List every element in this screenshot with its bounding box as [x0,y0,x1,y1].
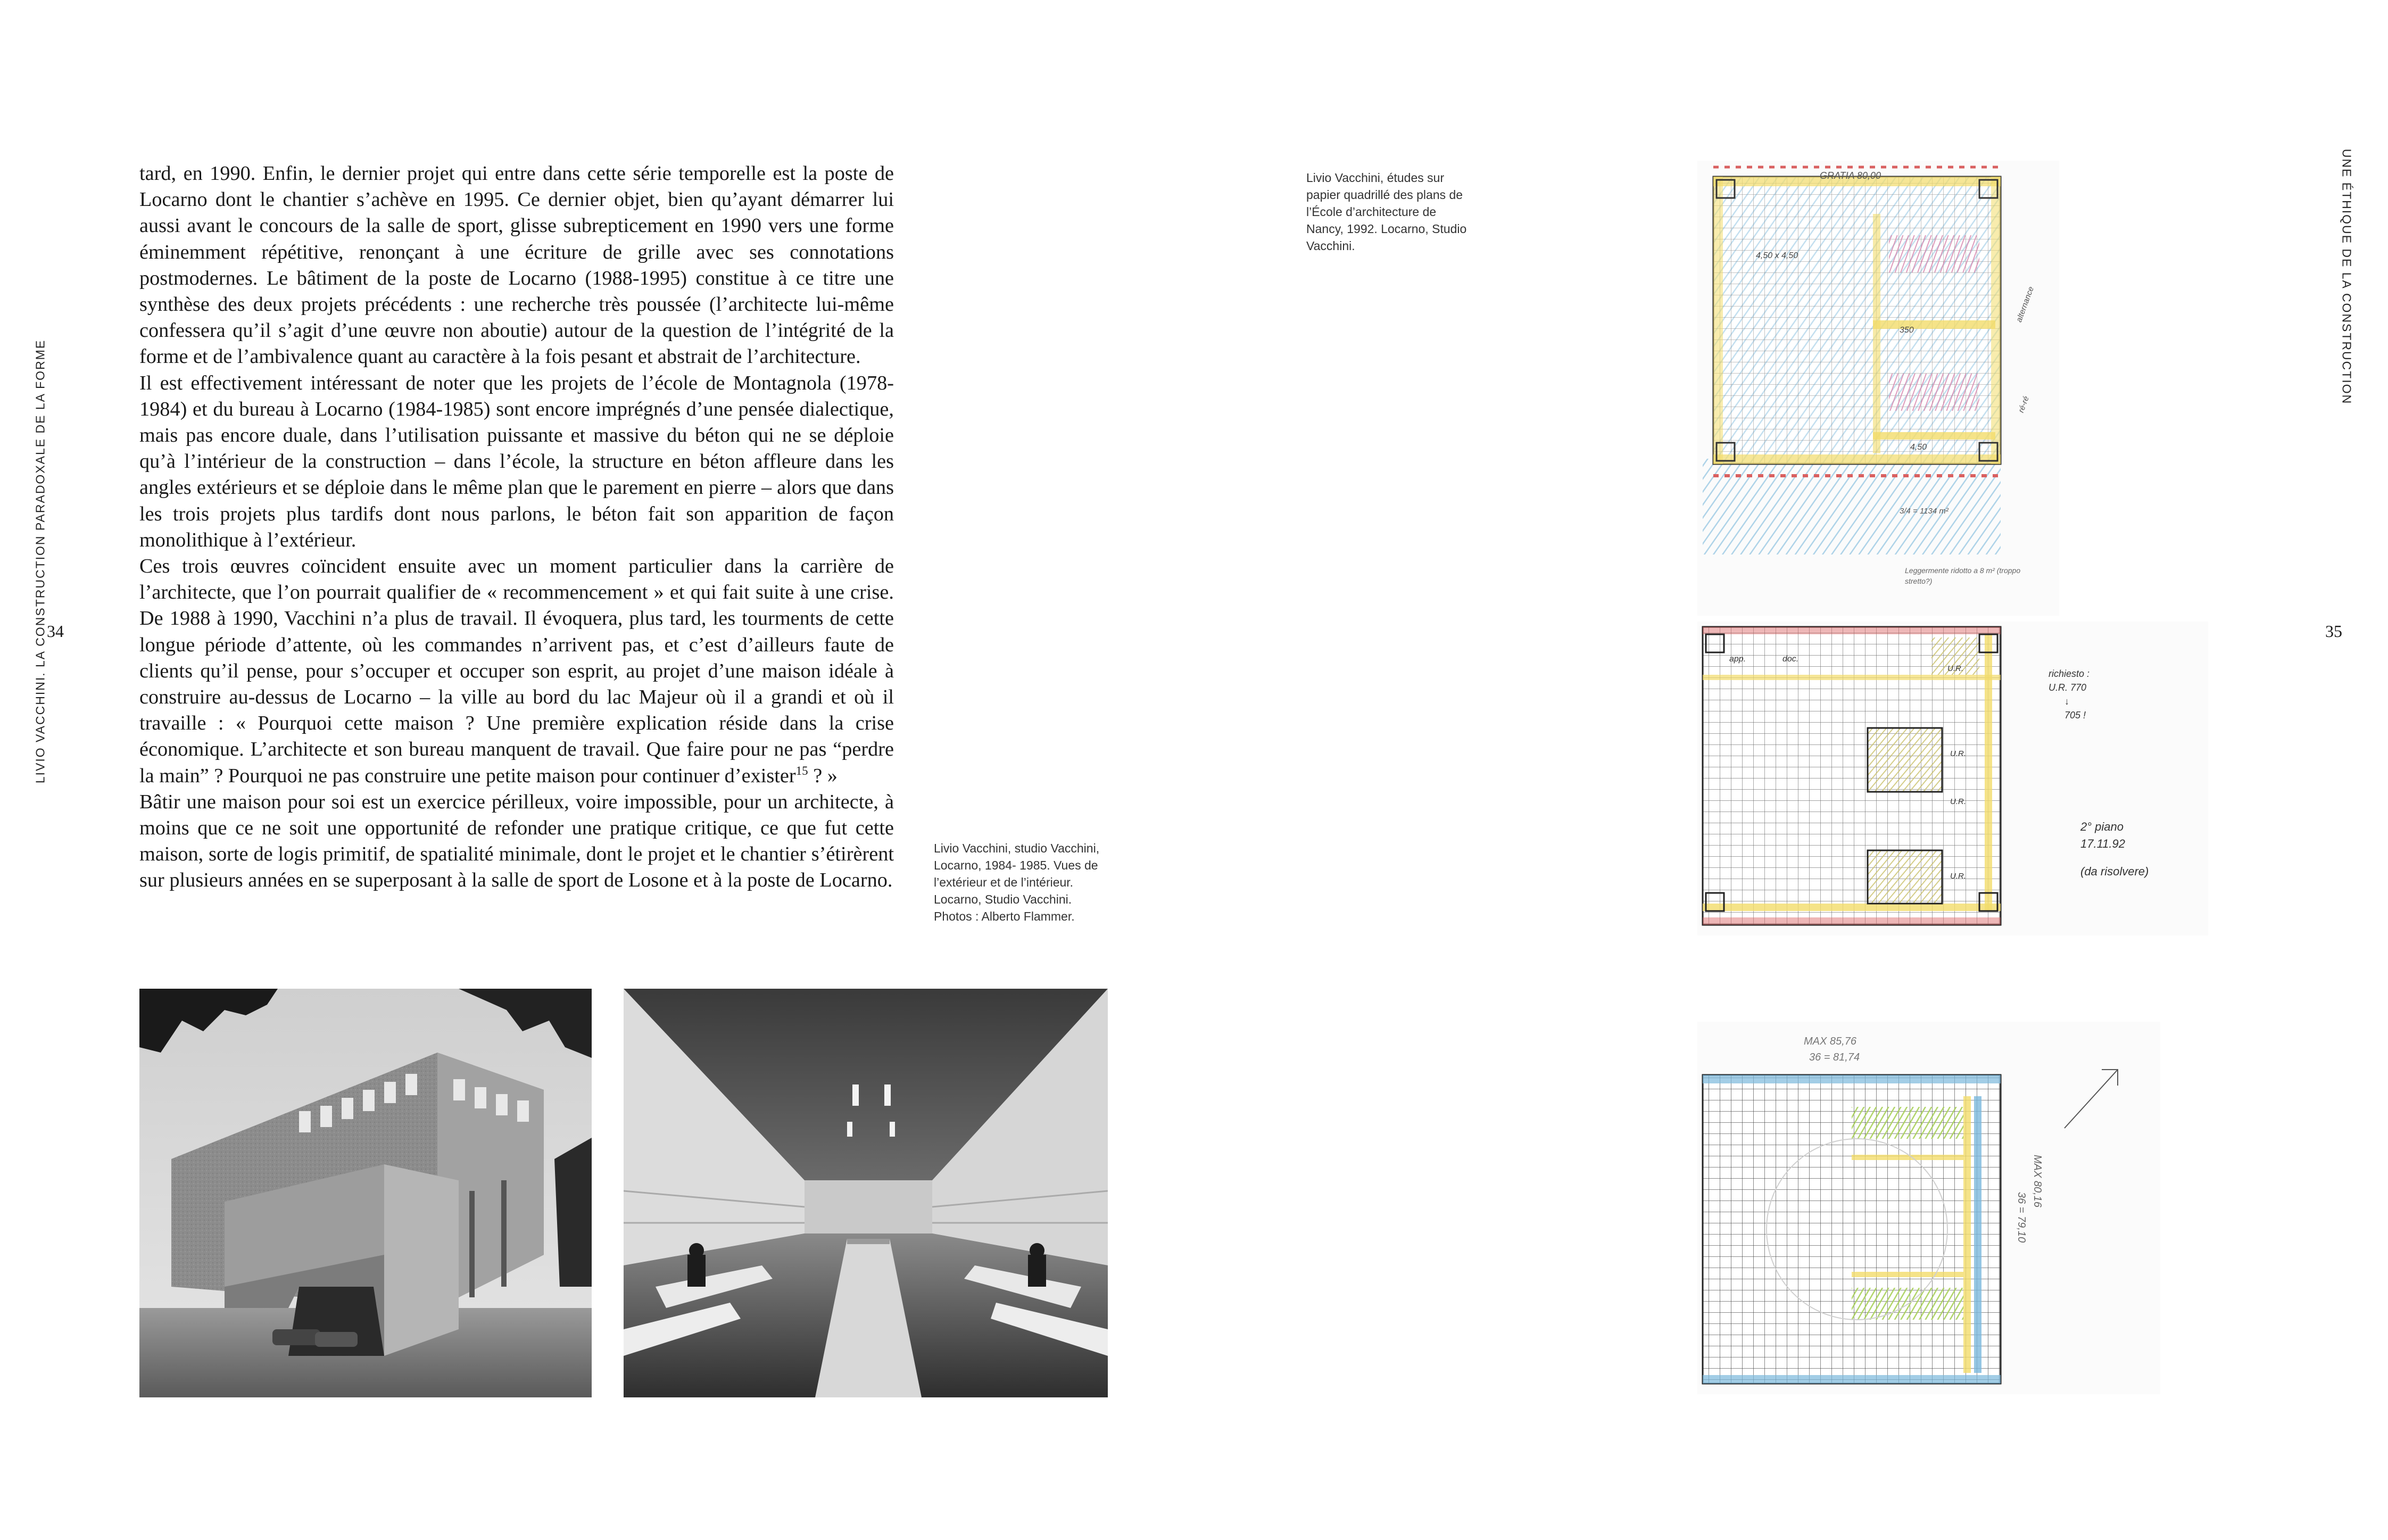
note-d2-line6: 17.11.92 [2080,837,2126,850]
drawing-plan-1-graphic [1697,161,2059,616]
caption-drawings: Livio Vacchini, études sur papier quadrillé des plans de l’École d’architecture de Nancy, 1992. Locarno, Studio Vacchini. [1306,171,1467,253]
note-d1-below: Leggermente ridotto a 8 m² (troppo stretto?) [1905,566,2021,585]
note-d3-side2: 36 = 79,10 [2016,1192,2027,1243]
note-d3-top [1804,1033,1860,1065]
note-d2-line4: 705 ! [2064,710,2086,721]
drawing-plan-3-graphic [1697,1022,2160,1394]
interior-photo-graphic [624,989,1108,1397]
note-d2-f: U.R. [1950,872,1966,881]
note-d3-side1: MAX 80,16 [2032,1155,2043,1207]
running-head-right: UNE ÉTHIQUE DE LA CONSTRUCTION [2340,148,2354,405]
paragraph-3-text: Ces trois œuvres coïncident ensuite avec un moment particulier dans la carrière de l’architecte, que l’on pourrait qualifier de « recommencement » et qui fait suite à une crise. De 1988 à 1990, Vacchini n’a plus de travail. Il évoquera, plus tard, les tourments de cette longue période d’attente, où les commandes n’arrivent pas, et c’est d’ailleurs faute de clients qu’il pense, pour s’occuper et occuper son esprit, au projet d’une maison idéale à construire au-dessus de Locarno – la ville au bord du lac Majeur où il a grandi et où il travaille : « Pourquoi cette maison ? Une première explication réside dans la crise économique. L’architecte et son bureau manquent de travail. Que faire pour ne pas “perdre la main” ? Pourquoi ne pas construire une petite maison pour continuer d’exister [139,555,894,787]
note-d2-line5: 2° piano [2080,820,2124,833]
note-d2-line3: ↓ [2064,696,2069,707]
body-text [139,161,894,894]
running-head-left: LIVIO VACCHINI. LA CONSTRUCTION PARADOXALE DE LA FORME [33,339,47,784]
paragraph-2: Il est effectivement intéressant de noter que les projets de l’école de Montagnola (1978-1984) et du bureau à Locarno (1984-1985) sont encore imprégnés d’une pensée dialectique, mais pas encore duale, dans l’utilisation puissante et massive du béton qui ne se déploie qu’à l’intérieur de la construction – dans l’école, la structure en béton affleure dans les angles extérieurs et se déploie dans le même plan que le parement en pierre – alors que dans les trois projets plus tardifs dont nous parlons, le béton fait son apparition de façon monolithique à l’extérieur. [139,371,894,551]
drawing-plan-2 [1697,622,2208,935]
note-d3-top1: MAX 85,76 [1804,1036,1856,1047]
note-d2-floor [2080,818,2149,880]
note-d2-b: doc. [1782,655,1799,664]
note-d2-e: U.R. [1950,797,1966,806]
note-d1-top: GRATIA 80,00 [1820,170,1881,181]
note-d2-d: U.R. [1950,749,1966,758]
note-d3-top2: 36 = 81,74 [1809,1051,1860,1063]
note-d2-requested [2049,667,2090,722]
photo-studio-interior [624,989,1108,1397]
paragraph-4: Bâtir une maison pour soi est un exercice périlleux, voire impossible, pour un architecte, à moins que ce ne soit une opportunité de refonder une pratique critique, ce que fut cette maison, sorte de logis primitif, de spatialité minimale, dont le projet et le chantier s’étirèrent sur plusieurs années en se superposant à la salle de sport de Losone et à la poste de Locarno. [139,790,894,892]
note-d1-bottom: 3/4 = 1134 m² [1900,507,1948,516]
note-d1-side1: alternance [2014,285,2036,324]
note-d1-c: 4,50 [1910,443,1927,452]
page-number-left: 34 [47,622,64,641]
photo-studio-exterior [139,989,592,1397]
note-d2-line1: richiesto : [2049,668,2090,679]
paragraph-1: tard, en 1990. Enfin, le dernier projet qui entre dans cette série temporelle est la poste de Locarno dont le chantier s’achève en 1995. Ce dernier objet, bien qu’ayant démarrer lui aussi avant le concours de la salle de sport, glisse subrepticement en 1990 vers une forme éminemment répétitive, renonçant à une écriture de grille avec ses connotations postmodernes. Le bâtiment de la poste de Locarno (1988-1995) constitue à ce titre une synthèse des deux projets précédents : une recherche très poussée (l’architecte lui-même confessera qu’il s’agit d’une œuvre non aboutie) autour de la question de l’intégrité de la forme et de l’ambivalence quant au caractère à la fois pesant et abstrait de l’architecture. [139,162,894,368]
note-d2-a: app. [1729,655,1746,664]
note-d2-c: U.R. [1947,664,1963,673]
footnote-ref: 15 [795,764,808,777]
drawing-plan-1 [1697,161,2059,616]
note-d2-line7: (da risolvere) [2080,865,2149,878]
caption-studio-photos: Livio Vacchini, studio Vacchini, Locarno, 1984- 1985. Vues de l’extérieur et de l’intérieur. Locarno, Studio Vacchini. Photos : Alberto Flammer. [934,841,1100,923]
page-number-right: 35 [2325,622,2342,641]
note-d1-side2: ré-ré [2017,395,2031,414]
exterior-photo-graphic [139,989,592,1397]
drawing-plan-3 [1697,1022,2160,1394]
quote-end: ? » [808,764,838,787]
note-d1-b: 350 [1900,326,1914,335]
note-d1-a: 4,50 x 4,50 [1756,251,1798,260]
note-d2-line2: U.R. 770 [2049,682,2087,693]
paragraph-3 [139,553,894,789]
